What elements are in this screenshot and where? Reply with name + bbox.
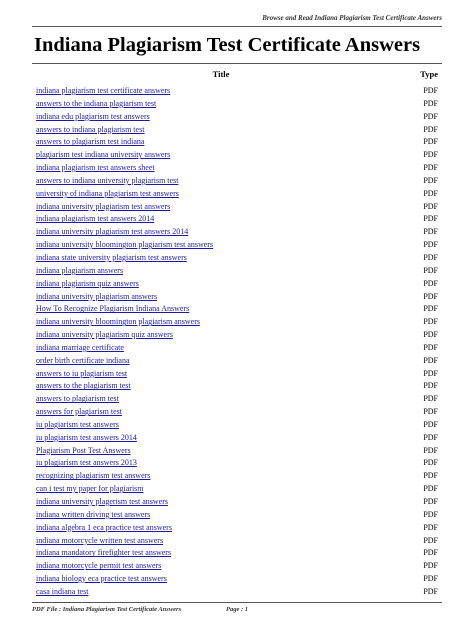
file-type-label: PDF (423, 150, 438, 160)
file-type-label: PDF (423, 484, 438, 494)
header-divider (32, 26, 442, 27)
table-row (36, 265, 438, 278)
result-link[interactable]: indiana motorcycle written test answers (36, 535, 164, 545)
table-row (36, 98, 438, 111)
result-link[interactable]: answers for plagiarism test (36, 407, 122, 417)
table-header-row (36, 69, 438, 85)
document-title: Indiana Plagiarism Test Certificate Answers (34, 34, 421, 56)
footer-page-number: Page : 1 (226, 606, 249, 613)
result-link[interactable]: indiana biology eca practice test answers (36, 574, 167, 584)
result-link[interactable]: indiana university bloomington plagiarism answers (36, 317, 200, 327)
table-row (36, 85, 438, 98)
result-link[interactable]: casa indiana test (36, 586, 89, 596)
table-row (36, 213, 438, 226)
file-type-label: PDF (423, 330, 438, 340)
table-row (36, 522, 438, 535)
table-row (36, 252, 438, 265)
table-row (36, 278, 438, 291)
file-type-label: PDF (423, 188, 438, 198)
result-link[interactable]: plagiarism test indiana university answers (36, 150, 171, 160)
table-row (36, 342, 438, 355)
file-type-label: PDF (423, 137, 438, 147)
table-row (36, 303, 438, 316)
result-link[interactable]: indiana university plagerism test answers (36, 497, 168, 506)
result-link[interactable]: university of indiana plagiarism test answers (36, 188, 179, 198)
table-row (36, 406, 438, 419)
file-type-label: PDF (423, 497, 438, 506)
result-link[interactable]: iu plagiarism test answers 2013 (36, 458, 137, 468)
result-link[interactable]: indiana marriage certificate (36, 342, 124, 352)
result-link[interactable]: answers to plagiarism test indiana (36, 137, 145, 147)
result-link[interactable]: indiana edu plagiarism test answers (36, 111, 150, 121)
result-link[interactable]: indiana mandatory firefighter test answers (36, 548, 172, 558)
file-type-label: PDF (423, 214, 438, 224)
table-row (36, 470, 438, 483)
table-row (36, 573, 438, 586)
result-link[interactable]: How To Recognize Plagiarism Indiana Answers (36, 304, 190, 314)
result-link[interactable]: Plagiarism Post Test Answers (36, 445, 131, 455)
file-type-label: PDF (423, 535, 438, 545)
table-row (36, 445, 438, 458)
table-row (36, 560, 438, 573)
file-type-label: PDF (423, 586, 438, 596)
result-link[interactable]: indiana state university plagiarism test answers (36, 252, 187, 262)
footer-file-label: PDF File : Indiana Plagiarism Test Certificate Answers (32, 606, 182, 613)
file-type-label: PDF (423, 86, 438, 95)
result-link[interactable]: indiana university plagiarism quiz answers (36, 330, 173, 340)
file-type-label: PDF (423, 445, 438, 455)
result-link[interactable]: answers to indiana plagiarism test (36, 124, 145, 134)
table-row (36, 329, 438, 342)
result-link[interactable]: can i test my paper for plagiarism (36, 484, 144, 494)
file-type-label: PDF (423, 124, 438, 134)
file-type-label: PDF (423, 265, 438, 275)
results-table (36, 69, 438, 599)
table-row (36, 496, 438, 509)
file-type-label: PDF (423, 394, 438, 404)
file-type-label: PDF (423, 561, 438, 571)
table-row (36, 419, 438, 432)
result-link[interactable]: indiana plagiarism quiz answers (36, 278, 139, 288)
file-type-label: PDF (423, 252, 438, 262)
result-link[interactable]: recognizing plagiarism test answers (36, 471, 151, 481)
table-row (36, 432, 438, 445)
file-type-label: PDF (423, 368, 438, 378)
result-link[interactable]: indiana plagiarism test answers sheet (36, 163, 155, 173)
file-type-label: PDF (423, 574, 438, 584)
file-type-label: PDF (423, 522, 438, 532)
result-link[interactable]: indiana plagiarism answers (36, 265, 124, 275)
table-row (36, 586, 438, 599)
file-type-label: PDF (423, 240, 438, 250)
title-divider (32, 63, 442, 64)
table-row (36, 111, 438, 124)
result-link[interactable]: indiana university plagiarism answers (36, 291, 158, 301)
table-row (36, 509, 438, 522)
table-row (36, 368, 438, 381)
table-row (36, 316, 438, 329)
result-link[interactable]: indiana motorcycle permit test answers (36, 561, 162, 571)
column-header-title: Title (212, 69, 230, 79)
table-row (36, 239, 438, 252)
table-row (36, 547, 438, 560)
table-row (36, 162, 438, 175)
table-row (36, 226, 438, 239)
table-row (36, 457, 438, 470)
file-type-label: PDF (423, 175, 438, 185)
table-row (36, 380, 438, 393)
table-row (36, 291, 438, 304)
result-link[interactable]: answers to the indiana plagiarism test (36, 98, 157, 108)
result-link[interactable]: indiana written driving test answers (36, 509, 151, 519)
file-type-label: PDF (423, 201, 438, 211)
file-type-label: PDF (423, 98, 438, 108)
file-type-label: PDF (423, 458, 438, 468)
result-link[interactable]: indiana plagiarism test certificate answers (36, 86, 171, 95)
file-type-label: PDF (423, 509, 438, 519)
result-link[interactable]: indiana university plagiarism test answers 2014 (36, 227, 189, 237)
table-row (36, 124, 438, 137)
file-type-label: PDF (423, 471, 438, 481)
file-type-label: PDF (423, 111, 438, 121)
footer-divider (32, 602, 442, 603)
table-row (36, 201, 438, 214)
result-link[interactable]: answers to plagiarism test (36, 394, 119, 404)
file-type-label: PDF (423, 342, 438, 352)
table-row (36, 188, 438, 201)
column-header-type: Type (420, 69, 438, 79)
table-row (36, 393, 438, 406)
file-type-label: PDF (423, 163, 438, 173)
table-row (36, 483, 438, 496)
page-header-note: Browse and Read Indiana Plagiarism Test Certificate Answers (262, 14, 442, 22)
table-row (36, 149, 438, 162)
result-link[interactable]: answers to indiana university plagiarism test (36, 175, 179, 185)
table-body (36, 85, 438, 599)
file-type-label: PDF (423, 304, 438, 314)
result-link[interactable]: answers to the plagiarism test (36, 381, 131, 391)
file-type-label: PDF (423, 317, 438, 327)
file-type-label: PDF (423, 419, 438, 429)
result-link[interactable]: iu plagiarism test answers 2014 (36, 432, 137, 442)
result-link[interactable]: indiana university bloomington plagiarism test answers (36, 240, 214, 250)
file-type-label: PDF (423, 548, 438, 558)
file-type-label: PDF (423, 381, 438, 391)
table-row (36, 136, 438, 149)
file-type-label: PDF (423, 355, 438, 365)
table-row (36, 175, 438, 188)
result-link[interactable]: iu plagiarism test answers (36, 419, 119, 429)
file-type-label: PDF (423, 407, 438, 417)
result-link[interactable]: indiana algebra 1 eca practice test answers (36, 522, 172, 532)
result-link[interactable]: order birth certificate indiana (36, 355, 130, 365)
file-type-label: PDF (423, 291, 438, 301)
table-row (36, 355, 438, 368)
result-link[interactable]: indiana plagiarism test answers 2014 (36, 214, 155, 224)
file-type-label: PDF (423, 278, 438, 288)
result-link[interactable]: indiana university plagiarism test answers (36, 201, 171, 211)
file-type-label: PDF (423, 432, 438, 442)
result-link[interactable]: answers to iu plagiarism test (36, 368, 128, 378)
file-type-label: PDF (423, 227, 438, 237)
table-row (36, 535, 438, 548)
